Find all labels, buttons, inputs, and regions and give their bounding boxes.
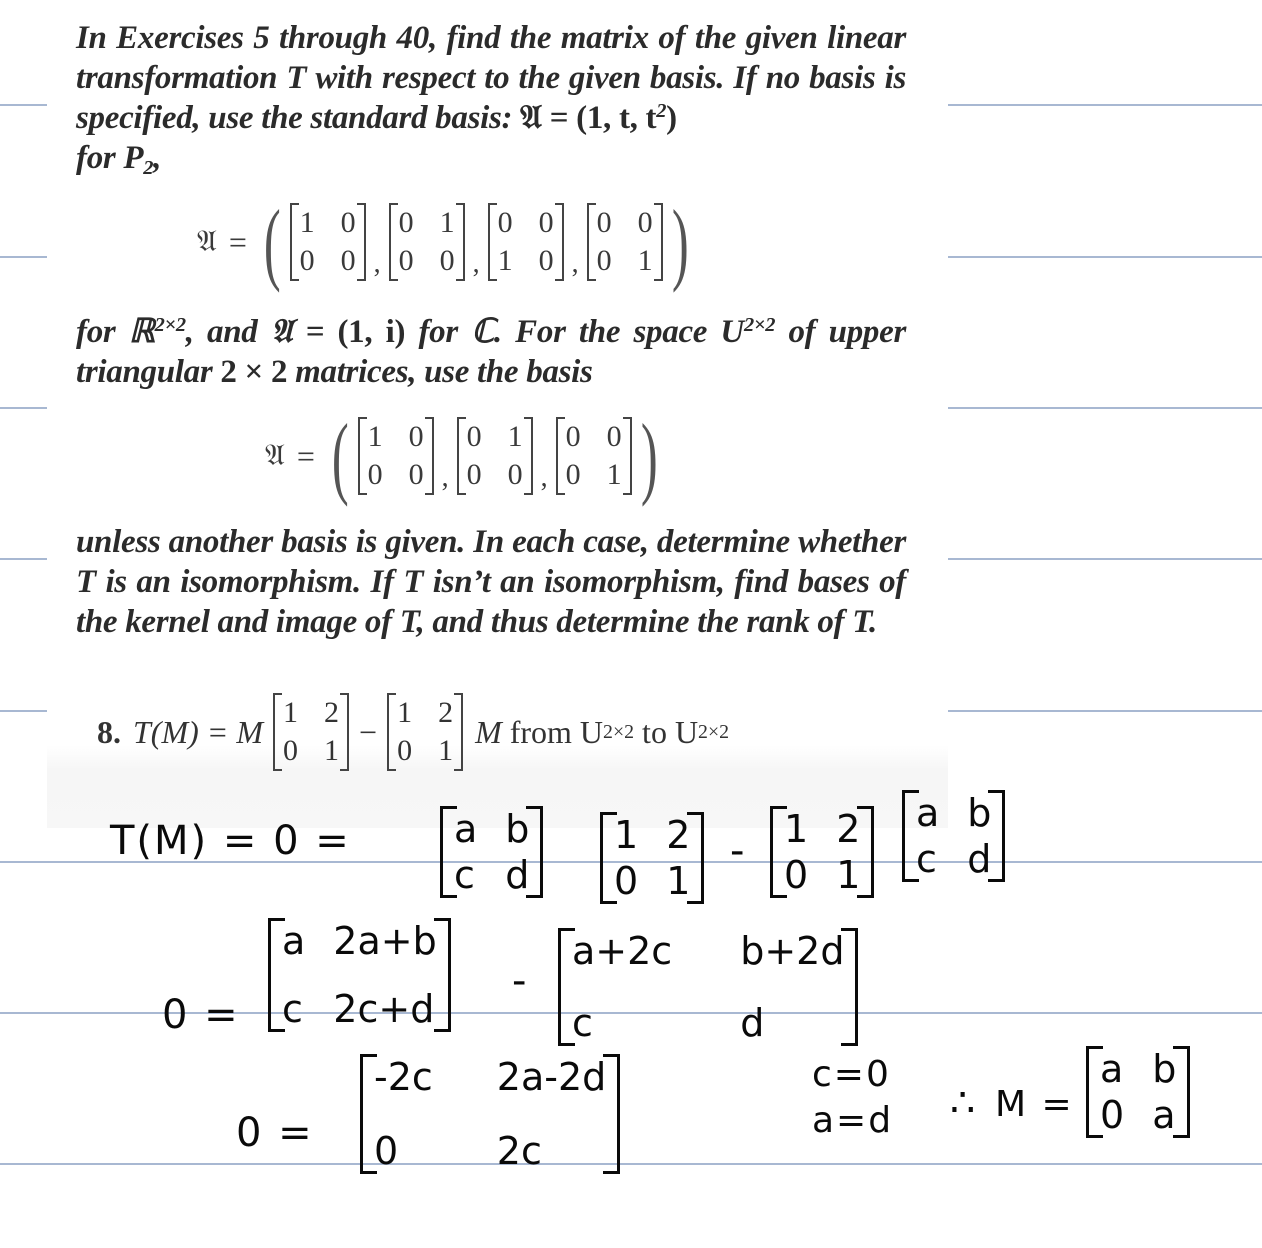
close-paren: ) (640, 405, 658, 507)
open-paren: ( (263, 191, 281, 293)
basis-matrix: 0 0 1 0 (488, 203, 564, 281)
result-matrix: a b 0 a (1086, 1046, 1190, 1138)
close-paren: ) (671, 191, 689, 293)
handwritten-lhs-1: T(M) = 0 = (110, 818, 351, 864)
basis-u2x2-equation: 𝔄 = ( 1 0 0 0 , 0 1 0 0 , 0 0 0 1 ) (265, 405, 658, 507)
handwritten-lhs-2: 0 = (162, 992, 240, 1038)
handwritten-matrix: a b c d (902, 790, 1005, 882)
basis-matrix: 0 1 0 0 (389, 203, 465, 281)
exercise-8: 8. T(M) = M 1 2 0 1 − 1 2 0 1 M from U 2×2 to U 2×2 (97, 693, 729, 771)
basis-matrix: 0 1 0 0 (457, 417, 533, 495)
handwritten-matrix: a b c d (440, 806, 543, 898)
open-paren: ( (331, 405, 349, 507)
exercise-matrix-a: 1 2 0 1 (273, 693, 349, 771)
instructions-paragraph-2: for ℝ$^{2\times 2}$, and 𝔄 = (1, i) for ℂ. For the space $U^{2\times 2}$ of upper triangular 2 × 2 matrices, use the basis (76, 313, 906, 390)
instructions-paragraph-1: In Exercises 5 through 40, find the matrix of the given linear transformation T with respect to the given basis. If no basis is specified, use the standard basis: 𝔄 = (1, t, $t^2$) for $P_2$, (76, 20, 906, 180)
basis-matrix: 0 0 0 1 (587, 203, 663, 281)
handwritten-minus: - (730, 828, 747, 874)
handwritten-matrix: -2c 2a-2d 0 2c (360, 1054, 620, 1174)
handwritten-matrix: 1 2 0 1 (600, 812, 704, 904)
basis-r2x2-equation: 𝔄 = ( 1 0 0 0 , 0 1 0 0 , 0 0 1 0 , 0 0 0 1 ) (197, 191, 689, 293)
result-lhs: M = (995, 1084, 1074, 1125)
notebook-rule-line (0, 1163, 1262, 1165)
handwritten-lhs-3: 0 = (236, 1110, 314, 1156)
basis-matrix: 1 0 0 0 (358, 417, 434, 495)
condition-a-equals-d: a=d (812, 1100, 894, 1141)
exercise-matrix-b: 1 2 0 1 (387, 693, 463, 771)
condition-c-equals-0: c=0 (812, 1054, 891, 1095)
handwritten-matrix: a+2c b+2d c d (558, 928, 858, 1046)
basis-matrix: 1 0 0 0 (290, 203, 366, 281)
handwritten-matrix: 1 2 0 1 (770, 806, 874, 898)
handwritten-minus: - (512, 958, 529, 1004)
basis-matrix: 0 0 0 1 (556, 417, 632, 495)
textbook-clipping (47, 0, 948, 828)
handwritten-matrix: a 2a+b c 2c+d (268, 918, 451, 1032)
instructions-paragraph-3: unless another basis is given. In each case, determine whether T is an isomorphism. If T isn’t an isomorphism, find bases of the kernel and image of T, and thus determine the rank of T. (76, 524, 906, 640)
therefore-symbol: ∴ (950, 1080, 978, 1126)
